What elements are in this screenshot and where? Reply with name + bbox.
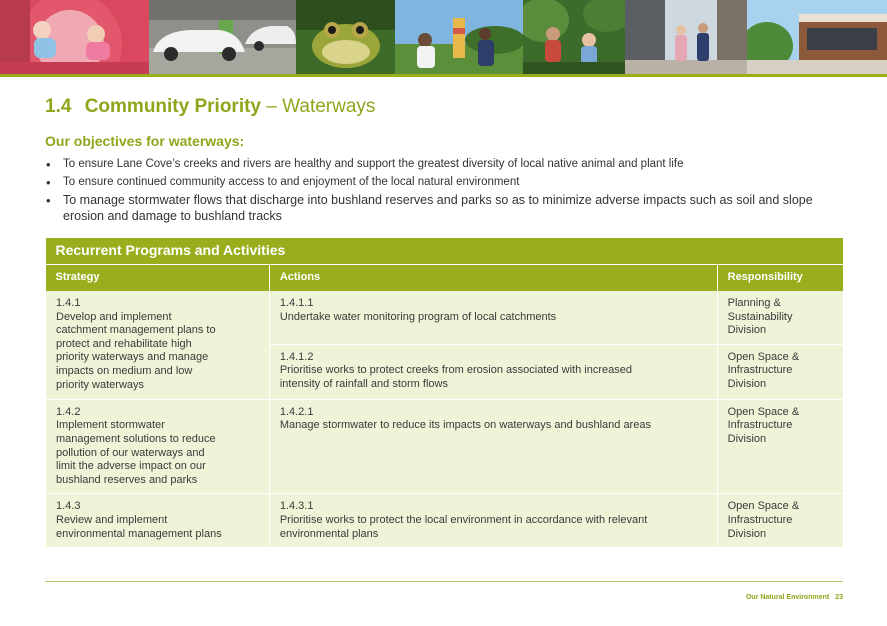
priority-title: Community Priority: [84, 96, 262, 117]
action-text: Prioritise works to protect creeks from erosion associated with increased intensity of rainfall and storm flows: [279, 364, 632, 390]
actions-header: Actions: [269, 265, 717, 292]
strategy-cell: [46, 399, 270, 494]
responsibility-cell: Planning & Sustainability Division: [717, 291, 843, 344]
community-event-photo: [395, 0, 523, 74]
table-row: [46, 494, 844, 547]
objective-item: • To manage stormwater flows that discharge into bushland reserves and parks so as to minimize adverse impacts such as soil and slope erosion and damage to bushland tracks: [45, 193, 850, 224]
strategy-cell: [46, 291, 270, 399]
action-text: Undertake water monitoring program of local catchments: [279, 310, 557, 323]
action-text: Manage stormwater to reduce its impacts on waterways and bushland areas: [279, 419, 651, 432]
table-header-row: [46, 265, 844, 292]
strategy-text: Review and implement environmental management plans: [56, 513, 222, 540]
action-code: 1.4.2.1: [279, 405, 314, 418]
action-cell: [269, 399, 717, 494]
frog-photo: [296, 0, 395, 74]
photo-banner: [0, 0, 887, 74]
action-cell: [269, 291, 717, 344]
cafe-building-photo: [747, 0, 887, 74]
action-cell: [269, 344, 717, 399]
responsibility-cell: Open Space & Infrastructure Division: [717, 494, 843, 547]
electric-car-charging-photo: [149, 0, 296, 74]
banner-rule: [0, 74, 887, 77]
page-number: 23: [835, 594, 843, 601]
strategy-cell: [46, 494, 270, 547]
objectives-heading: Our objectives for waterways:: [45, 133, 245, 149]
title-separator: –: [266, 96, 277, 117]
responsibility-cell: Open Space & Infrastructure Division: [717, 399, 843, 494]
table-row: [46, 399, 844, 494]
objective-item: • To ensure continued community access to and enjoyment of the local natural environment: [45, 175, 850, 190]
action-text: Prioritise works to protect the local environment in accordance with relevant environmental plans: [279, 513, 648, 540]
strategy-text: Develop and implement catchment management plans to protect and rehabilitate high priority waterways and manage impacts on medium and low priority waterways: [56, 310, 216, 391]
strategy-code: 1.4.3: [56, 500, 81, 513]
responsibility-cell: Open Space & Infrastructure Division: [717, 344, 843, 399]
priority-number: 1.4: [45, 96, 72, 117]
programs-table: [45, 238, 843, 547]
action-cell: [269, 494, 717, 547]
objective-item: • To ensure Lane Cove’s creeks and rivers are healthy and support the greatest diversity of local native animal and plant life: [45, 157, 850, 172]
footer-section: Our Natural Environment: [745, 594, 830, 601]
strategy-code: 1.4.1: [56, 297, 81, 309]
strategy-code: 1.4.2: [56, 405, 81, 418]
priority-subtitle: Waterways: [282, 96, 376, 117]
table-row: [46, 291, 844, 344]
table-title-row: [46, 238, 844, 265]
table-title: Recurrent Programs and Activities: [46, 238, 844, 265]
page-footer: [746, 594, 843, 601]
children-bushland-photo: [523, 0, 625, 74]
page-title: [45, 96, 375, 118]
street-pedestrians-photo: [625, 0, 747, 74]
objectives-list: [45, 157, 850, 227]
responsibility-header: Responsibility: [717, 265, 843, 292]
action-code: 1.4.1.2: [279, 350, 314, 363]
strategy-header: Strategy: [46, 265, 270, 292]
action-code: 1.4.1.1: [279, 297, 314, 309]
children-playground-photo: [0, 0, 149, 74]
strategy-text: Implement stormwater management solutions to reduce pollution of our waterways and limit the adverse impact on our bushland reserves and parks: [56, 419, 216, 486]
action-code: 1.4.3.1: [279, 500, 314, 513]
footer-rule: [45, 581, 843, 582]
